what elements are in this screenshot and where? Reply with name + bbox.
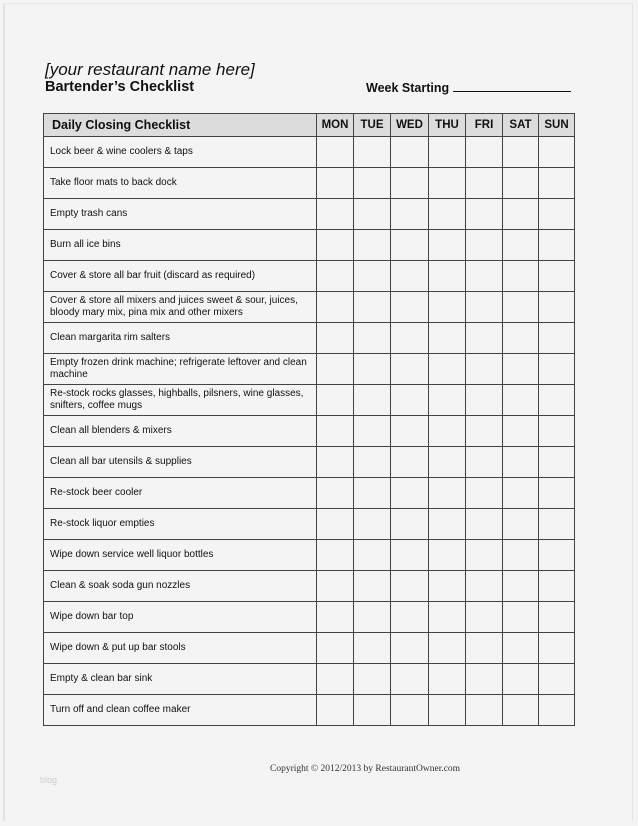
page-title: Bartender’s Checklist bbox=[45, 79, 195, 95]
checkbox-cell-mon[interactable] bbox=[317, 385, 354, 416]
day-header-tue: TUE bbox=[354, 114, 391, 137]
table-row bbox=[44, 447, 575, 478]
table-row bbox=[44, 664, 575, 695]
checkbox-cell-thu[interactable] bbox=[429, 633, 466, 664]
checkbox-cell-sun[interactable] bbox=[539, 416, 575, 447]
checkbox-cell-thu[interactable] bbox=[429, 664, 466, 695]
watermark: blog bbox=[40, 775, 58, 785]
checkbox-cell-fri[interactable] bbox=[466, 447, 503, 478]
table-row bbox=[44, 602, 575, 633]
checkbox-cell-sat[interactable] bbox=[503, 199, 539, 230]
checkbox-cell-thu[interactable] bbox=[429, 137, 466, 168]
checkbox-cell-tue[interactable] bbox=[354, 509, 391, 540]
checkbox-cell-fri[interactable] bbox=[466, 323, 503, 354]
restaurant-name: [your restaurant name here] bbox=[45, 60, 255, 79]
table-header-row bbox=[44, 114, 575, 137]
checkbox-cell-tue[interactable] bbox=[354, 261, 391, 292]
task-label: Empty & clean bar sink bbox=[44, 664, 317, 695]
checkbox-cell-thu[interactable] bbox=[429, 602, 466, 633]
checkbox-cell-fri[interactable] bbox=[466, 633, 503, 664]
checkbox-cell-tue[interactable] bbox=[354, 323, 391, 354]
copyright: Copyright © 2012/2013 by RestaurantOwner.com bbox=[270, 764, 461, 774]
checkbox-cell-mon[interactable] bbox=[317, 664, 354, 695]
checkbox-cell-tue[interactable] bbox=[354, 695, 391, 726]
checkbox-cell-mon[interactable] bbox=[317, 509, 354, 540]
checkbox-cell-wed[interactable] bbox=[391, 540, 429, 571]
checklist-title: Daily Closing Checklist bbox=[44, 114, 317, 137]
checkbox-cell-sun[interactable] bbox=[539, 137, 575, 168]
table-row bbox=[44, 230, 575, 261]
checkbox-cell-thu[interactable] bbox=[429, 571, 466, 602]
checkbox-cell-sun[interactable] bbox=[539, 695, 575, 726]
checkbox-cell-tue[interactable] bbox=[354, 602, 391, 633]
checkbox-cell-thu[interactable] bbox=[429, 323, 466, 354]
table-row bbox=[44, 385, 575, 416]
checkbox-cell-sun[interactable] bbox=[539, 478, 575, 509]
checkbox-cell-tue[interactable] bbox=[354, 354, 391, 385]
task-label: Clean margarita rim salters bbox=[44, 323, 317, 354]
table-row bbox=[44, 695, 575, 726]
checkbox-cell-thu[interactable] bbox=[429, 478, 466, 509]
checkbox-cell-sat[interactable] bbox=[503, 230, 539, 261]
task-label: Re-stock rocks glasses, highballs, pilsners, wine glasses, snifters, coffee mugs bbox=[44, 385, 317, 416]
day-header-thu: THU bbox=[429, 114, 466, 137]
checkbox-cell-wed[interactable] bbox=[391, 292, 429, 323]
checkbox-cell-sat[interactable] bbox=[503, 354, 539, 385]
task-label: Burn all ice bins bbox=[44, 230, 317, 261]
checkbox-cell-wed[interactable] bbox=[391, 695, 429, 726]
checkbox-cell-wed[interactable] bbox=[391, 602, 429, 633]
checklist-table bbox=[43, 113, 575, 726]
checkbox-cell-sat[interactable] bbox=[503, 478, 539, 509]
week-starting-label: Week Starting bbox=[366, 81, 450, 95]
checkbox-cell-thu[interactable] bbox=[429, 416, 466, 447]
checkbox-cell-sun[interactable] bbox=[539, 447, 575, 478]
checkbox-cell-mon[interactable] bbox=[317, 540, 354, 571]
checkbox-cell-wed[interactable] bbox=[391, 478, 429, 509]
checkbox-cell-tue[interactable] bbox=[354, 664, 391, 695]
checkbox-cell-wed[interactable] bbox=[391, 199, 429, 230]
checkbox-cell-fri[interactable] bbox=[466, 385, 503, 416]
checkbox-cell-tue[interactable] bbox=[354, 199, 391, 230]
checkbox-cell-tue[interactable] bbox=[354, 137, 391, 168]
checkbox-cell-mon[interactable] bbox=[317, 571, 354, 602]
checkbox-cell-thu[interactable] bbox=[429, 447, 466, 478]
checkbox-cell-sun[interactable] bbox=[539, 168, 575, 199]
table-row bbox=[44, 540, 575, 571]
task-label: Wipe down bar top bbox=[44, 602, 317, 633]
table-row bbox=[44, 168, 575, 199]
task-label: Clean all bar utensils & supplies bbox=[44, 447, 317, 478]
checkbox-cell-fri[interactable] bbox=[466, 695, 503, 726]
week-starting-field[interactable] bbox=[453, 81, 571, 92]
checkbox-cell-mon[interactable] bbox=[317, 602, 354, 633]
task-label: Re-stock beer cooler bbox=[44, 478, 317, 509]
checkbox-cell-sun[interactable] bbox=[539, 261, 575, 292]
week-starting bbox=[366, 81, 571, 95]
checkbox-cell-sat[interactable] bbox=[503, 385, 539, 416]
checkbox-cell-sat[interactable] bbox=[503, 168, 539, 199]
table-row bbox=[44, 509, 575, 540]
checkbox-cell-wed[interactable] bbox=[391, 447, 429, 478]
checkbox-cell-mon[interactable] bbox=[317, 323, 354, 354]
checkbox-cell-thu[interactable] bbox=[429, 354, 466, 385]
checkbox-cell-sat[interactable] bbox=[503, 695, 539, 726]
checkbox-cell-sat[interactable] bbox=[503, 447, 539, 478]
checkbox-cell-thu[interactable] bbox=[429, 261, 466, 292]
checkbox-cell-tue[interactable] bbox=[354, 292, 391, 323]
checkbox-cell-mon[interactable] bbox=[317, 199, 354, 230]
task-label: Re-stock liquor empties bbox=[44, 509, 317, 540]
checkbox-cell-sat[interactable] bbox=[503, 540, 539, 571]
checkbox-cell-mon[interactable] bbox=[317, 695, 354, 726]
checkbox-cell-mon[interactable] bbox=[317, 292, 354, 323]
checkbox-cell-thu[interactable] bbox=[429, 509, 466, 540]
checkbox-cell-fri[interactable] bbox=[466, 137, 503, 168]
day-header-sun: SUN bbox=[539, 114, 575, 137]
checkbox-cell-mon[interactable] bbox=[317, 261, 354, 292]
checkbox-cell-sat[interactable] bbox=[503, 323, 539, 354]
checkbox-cell-sun[interactable] bbox=[539, 199, 575, 230]
checkbox-cell-thu[interactable] bbox=[429, 540, 466, 571]
checkbox-cell-thu[interactable] bbox=[429, 695, 466, 726]
table-row bbox=[44, 478, 575, 509]
table-row bbox=[44, 354, 575, 385]
checkbox-cell-sat[interactable] bbox=[503, 571, 539, 602]
checkbox-cell-mon[interactable] bbox=[317, 633, 354, 664]
task-label: Cover & store all bar fruit (discard as required) bbox=[44, 261, 317, 292]
checkbox-cell-mon[interactable] bbox=[317, 447, 354, 478]
checkbox-cell-mon[interactable] bbox=[317, 137, 354, 168]
checkbox-cell-wed[interactable] bbox=[391, 323, 429, 354]
task-label: Clean & soak soda gun nozzles bbox=[44, 571, 317, 602]
checkbox-cell-tue[interactable] bbox=[354, 478, 391, 509]
checkbox-cell-thu[interactable] bbox=[429, 199, 466, 230]
checkbox-cell-sat[interactable] bbox=[503, 664, 539, 695]
checkbox-cell-wed[interactable] bbox=[391, 137, 429, 168]
table-row bbox=[44, 261, 575, 292]
checkbox-cell-tue[interactable] bbox=[354, 416, 391, 447]
checkbox-cell-sat[interactable] bbox=[503, 261, 539, 292]
checkbox-cell-wed[interactable] bbox=[391, 168, 429, 199]
checkbox-cell-wed[interactable] bbox=[391, 261, 429, 292]
checkbox-cell-sun[interactable] bbox=[539, 664, 575, 695]
checkbox-cell-wed[interactable] bbox=[391, 633, 429, 664]
day-header-fri: FRI bbox=[466, 114, 503, 137]
task-label: Empty trash cans bbox=[44, 199, 317, 230]
table-row bbox=[44, 137, 575, 168]
table-row bbox=[44, 199, 575, 230]
checkbox-cell-tue[interactable] bbox=[354, 540, 391, 571]
checkbox-cell-sun[interactable] bbox=[539, 540, 575, 571]
checkbox-cell-wed[interactable] bbox=[391, 416, 429, 447]
task-label: Wipe down service well liquor bottles bbox=[44, 540, 317, 571]
checkbox-cell-fri[interactable] bbox=[466, 509, 503, 540]
checkbox-cell-wed[interactable] bbox=[391, 509, 429, 540]
checkbox-cell-mon[interactable] bbox=[317, 168, 354, 199]
checkbox-cell-tue[interactable] bbox=[354, 633, 391, 664]
checkbox-cell-fri[interactable] bbox=[466, 199, 503, 230]
checkbox-cell-sat[interactable] bbox=[503, 509, 539, 540]
checkbox-cell-wed[interactable] bbox=[391, 664, 429, 695]
checkbox-cell-sat[interactable] bbox=[503, 292, 539, 323]
checkbox-cell-sat[interactable] bbox=[503, 137, 539, 168]
checkbox-cell-tue[interactable] bbox=[354, 230, 391, 261]
checkbox-cell-wed[interactable] bbox=[391, 385, 429, 416]
checkbox-cell-tue[interactable] bbox=[354, 447, 391, 478]
task-label: Clean all blenders & mixers bbox=[44, 416, 317, 447]
checkbox-cell-sun[interactable] bbox=[539, 509, 575, 540]
checkbox-cell-fri[interactable] bbox=[466, 540, 503, 571]
checkbox-cell-sun[interactable] bbox=[539, 571, 575, 602]
checkbox-cell-tue[interactable] bbox=[354, 571, 391, 602]
day-header-mon: MON bbox=[317, 114, 354, 137]
task-label: Empty frozen drink machine; refrigerate leftover and clean machine bbox=[44, 354, 317, 385]
table-row bbox=[44, 323, 575, 354]
checkbox-cell-fri[interactable] bbox=[466, 416, 503, 447]
checkbox-cell-mon[interactable] bbox=[317, 230, 354, 261]
table-row bbox=[44, 416, 575, 447]
task-label: Take floor mats to back dock bbox=[44, 168, 317, 199]
table-row bbox=[44, 633, 575, 664]
checkbox-cell-thu[interactable] bbox=[429, 230, 466, 261]
checkbox-cell-fri[interactable] bbox=[466, 664, 503, 695]
checkbox-cell-mon[interactable] bbox=[317, 478, 354, 509]
checkbox-cell-tue[interactable] bbox=[354, 168, 391, 199]
checkbox-cell-sun[interactable] bbox=[539, 354, 575, 385]
day-header-sat: SAT bbox=[503, 114, 539, 137]
task-label: Turn off and clean coffee maker bbox=[44, 695, 317, 726]
checkbox-cell-thu[interactable] bbox=[429, 385, 466, 416]
checkbox-cell-sat[interactable] bbox=[503, 416, 539, 447]
checkbox-cell-thu[interactable] bbox=[429, 292, 466, 323]
checkbox-cell-sun[interactable] bbox=[539, 633, 575, 664]
checkbox-cell-fri[interactable] bbox=[466, 261, 503, 292]
checkbox-cell-fri[interactable] bbox=[466, 168, 503, 199]
checkbox-cell-thu[interactable] bbox=[429, 168, 466, 199]
checkbox-cell-sun[interactable] bbox=[539, 602, 575, 633]
checkbox-cell-tue[interactable] bbox=[354, 385, 391, 416]
checkbox-cell-sun[interactable] bbox=[539, 292, 575, 323]
checkbox-cell-mon[interactable] bbox=[317, 416, 354, 447]
checkbox-cell-fri[interactable] bbox=[466, 571, 503, 602]
checkbox-cell-sat[interactable] bbox=[503, 602, 539, 633]
checkbox-cell-sat[interactable] bbox=[503, 633, 539, 664]
checkbox-cell-fri[interactable] bbox=[466, 230, 503, 261]
checkbox-cell-sun[interactable] bbox=[539, 385, 575, 416]
table-row bbox=[44, 292, 575, 323]
task-label: Cover & store all mixers and juices sweet & sour, juices, bloody mary mix, pina mix and other mixers bbox=[44, 292, 317, 323]
checkbox-cell-fri[interactable] bbox=[466, 602, 503, 633]
checkbox-cell-wed[interactable] bbox=[391, 354, 429, 385]
day-header-wed: WED bbox=[391, 114, 429, 137]
task-label: Wipe down & put up bar stools bbox=[44, 633, 317, 664]
checkbox-cell-fri[interactable] bbox=[466, 292, 503, 323]
task-label: Lock beer & wine coolers & taps bbox=[44, 137, 317, 168]
checkbox-cell-sun[interactable] bbox=[539, 230, 575, 261]
checkbox-cell-sun[interactable] bbox=[539, 323, 575, 354]
checkbox-cell-mon[interactable] bbox=[317, 354, 354, 385]
checkbox-cell-fri[interactable] bbox=[466, 354, 503, 385]
checkbox-cell-fri[interactable] bbox=[466, 478, 503, 509]
checkbox-cell-wed[interactable] bbox=[391, 571, 429, 602]
checkbox-cell-wed[interactable] bbox=[391, 230, 429, 261]
table-row bbox=[44, 571, 575, 602]
